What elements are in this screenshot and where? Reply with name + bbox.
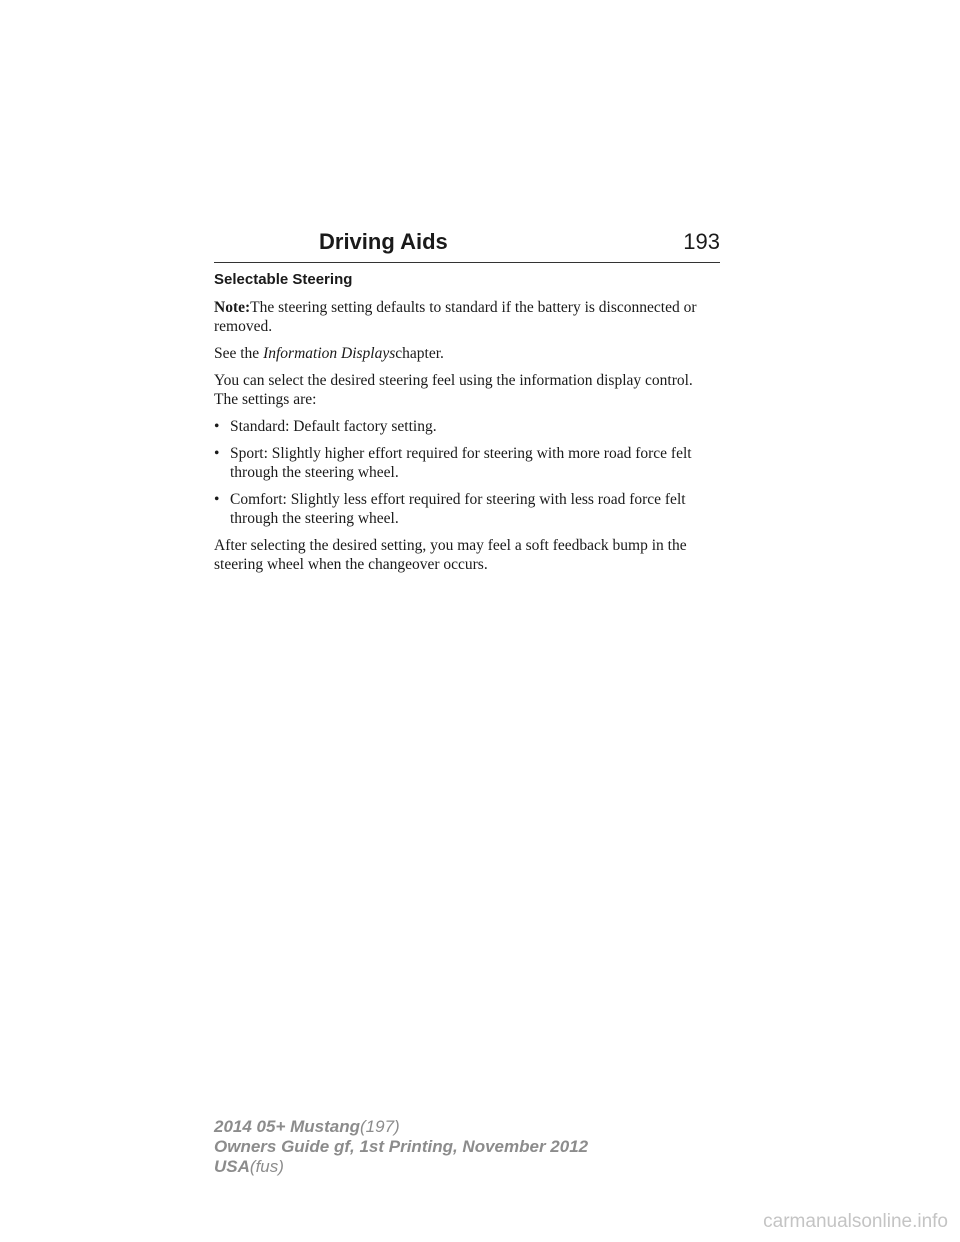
page-header — [214, 228, 720, 263]
note-text: The steering setting defaults to standard if the battery is disconnected or removed. — [214, 299, 697, 335]
note-label: Note: — [214, 299, 251, 316]
bullet-icon: • — [214, 491, 220, 508]
closing-paragraph: After selecting the desired setting, you may feel a soft feedback bump in the steering wheel when the changeover occurs. — [214, 537, 687, 573]
settings-list — [214, 417, 720, 528]
footer-market-code: (fus) — [249, 1157, 284, 1176]
list-item — [214, 417, 720, 436]
list-item — [214, 490, 720, 528]
print-footer — [214, 1117, 588, 1177]
footer-model: 2014 05+ Mustang — [214, 1117, 360, 1136]
section-title: Driving Aids — [319, 229, 448, 254]
list-item-text: Sport: Slightly higher effort required for steering with more road force felt through the steering wheel. — [230, 445, 692, 481]
chapter-reference: Information Displays — [263, 345, 396, 362]
list-item-text: Standard: Default factory setting. — [230, 418, 437, 435]
see-also-prefix: See the — [214, 345, 260, 362]
footer-market: USA — [214, 1157, 250, 1176]
list-item — [214, 444, 720, 482]
note-paragraph — [214, 298, 720, 336]
footer-page-ref: (197) — [360, 1117, 400, 1136]
see-also-paragraph — [214, 344, 720, 363]
footer-line-3 — [214, 1157, 588, 1177]
footer-line-2: Owners Guide gf, 1st Printing, November 2012 — [214, 1137, 589, 1156]
footer-line-1 — [214, 1117, 588, 1137]
intro-paragraph: You can select the desired steering feel using the information display control. The settings are: — [214, 372, 693, 408]
bullet-icon: • — [214, 418, 220, 435]
page-content — [214, 270, 720, 582]
watermark: carmanualsonline.info — [763, 1211, 948, 1232]
page-number: 193 — [683, 229, 720, 254]
bullet-icon: • — [214, 445, 220, 462]
see-also-suffix: chapter. — [395, 345, 444, 362]
list-item-text: Comfort: Slightly less effort required for steering with less road force felt through the steering wheel. — [230, 491, 686, 527]
section-heading: Selectable Steering — [214, 271, 353, 288]
